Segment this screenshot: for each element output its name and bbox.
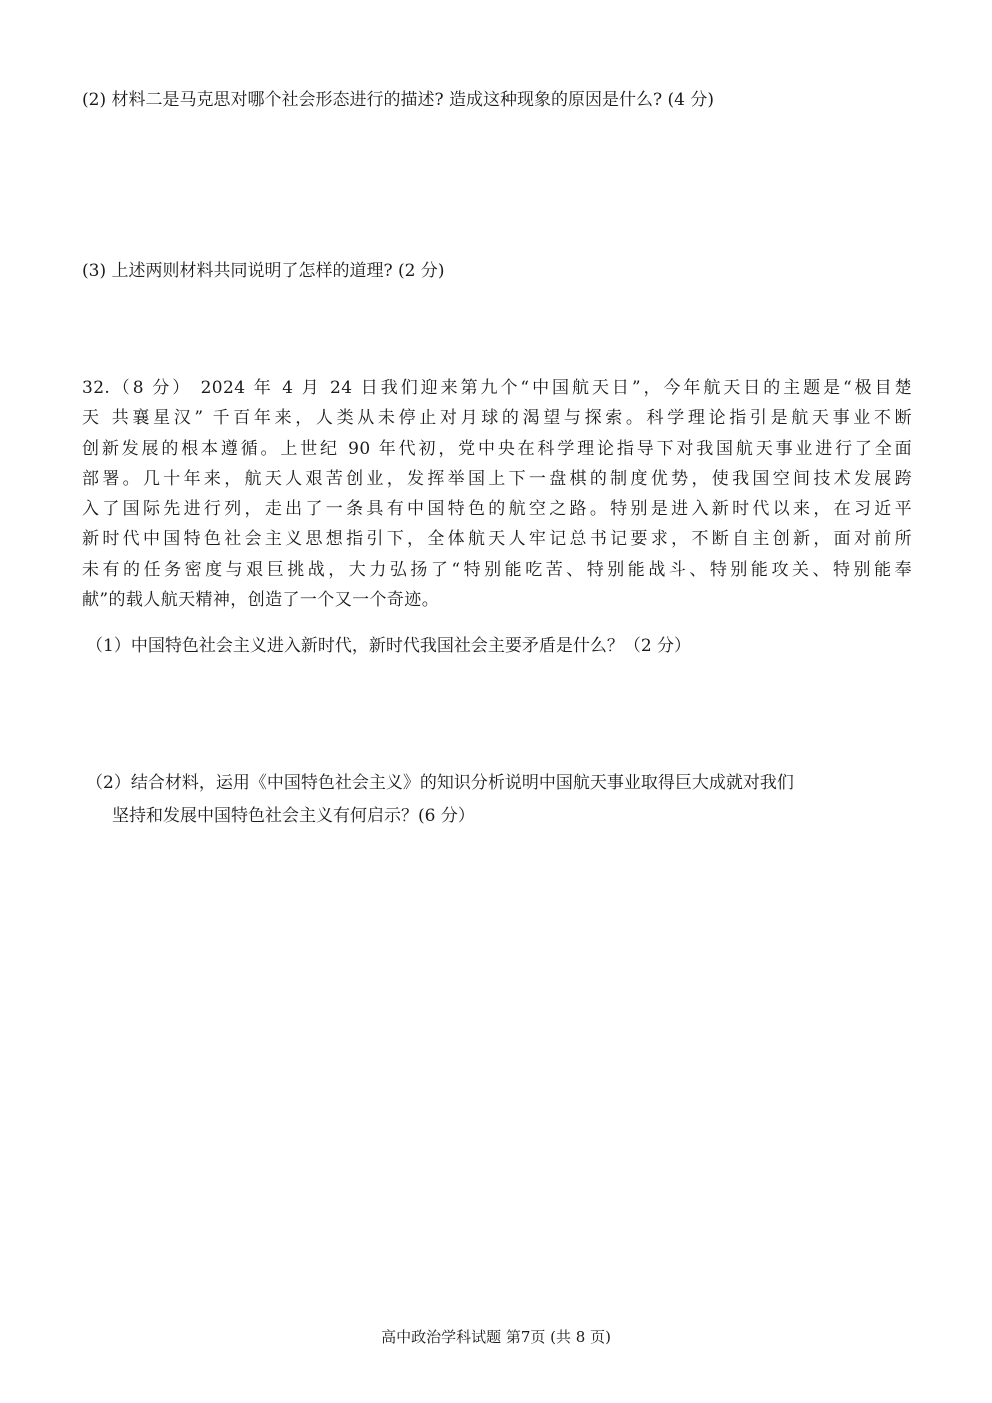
question-32-stem-line: 32.（8 分） 2024 年 4 月 24 日我们迎来第九个“中国航天日”，今年航天日的主题是“极目楚 [82, 378, 912, 398]
question-32-stem-line: 部署。几十年来，航天人艰苦创业，发挥举国上下一盘棋的制度优势，使我国空间技术发展跨 [82, 468, 912, 489]
question-32-stem-line: 新时代中国特色社会主义思想指引下，全体航天人牢记总书记要求，不断自主创新，面对前所 [82, 529, 912, 550]
question-32-stem [82, 378, 912, 620]
question-31-part-3: (3) 上述两则材料共同说明了怎样的道理? (2 分) [82, 261, 445, 281]
question-32-part-2-line-2: 坚持和发展中国特色社会主义有何启示？(6 分） [112, 806, 475, 826]
question-32-stem-line: 天 共襄星汉” 千百年来，人类从未停止对月球的渴望与探索。科学理论指引是航天事业不断 [82, 408, 912, 429]
question-32-stem-line: 未有的任务密度与艰巨挑战，大力弘扬了“特别能吃苦、特别能战斗、特别能攻关、特别能奉 [82, 559, 912, 580]
question-31-part-2: (2) 材料二是马克思对哪个社会形态进行的描述? 造成这种现象的原因是什么? (4 分) [82, 90, 715, 110]
question-32-part-2-line-1: （2）结合材料，运用《中国特色社会主义》的知识分析说明中国航天事业取得巨大成就对我们 [86, 773, 794, 793]
page-footer: 高中政治学科试题 第7页 (共 8 页) [381, 1328, 611, 1346]
question-32-stem-line: 创新发展的根本遵循。上世纪 90 年代初，党中央在科学理论指导下对我国航天事业进行了全面 [82, 438, 912, 459]
question-32-stem-line: 入了国际先进行列，走出了一条具有中国特色的航空之路。特别是进入新时代以来，在习近平 [82, 499, 912, 520]
question-32-part-1: （1）中国特色社会主义进入新时代，新时代我国社会主要矛盾是什么？（2 分） [86, 636, 692, 656]
question-32-stem-line: 献”的载人航天精神，创造了一个又一个奇迹。 [82, 590, 440, 611]
